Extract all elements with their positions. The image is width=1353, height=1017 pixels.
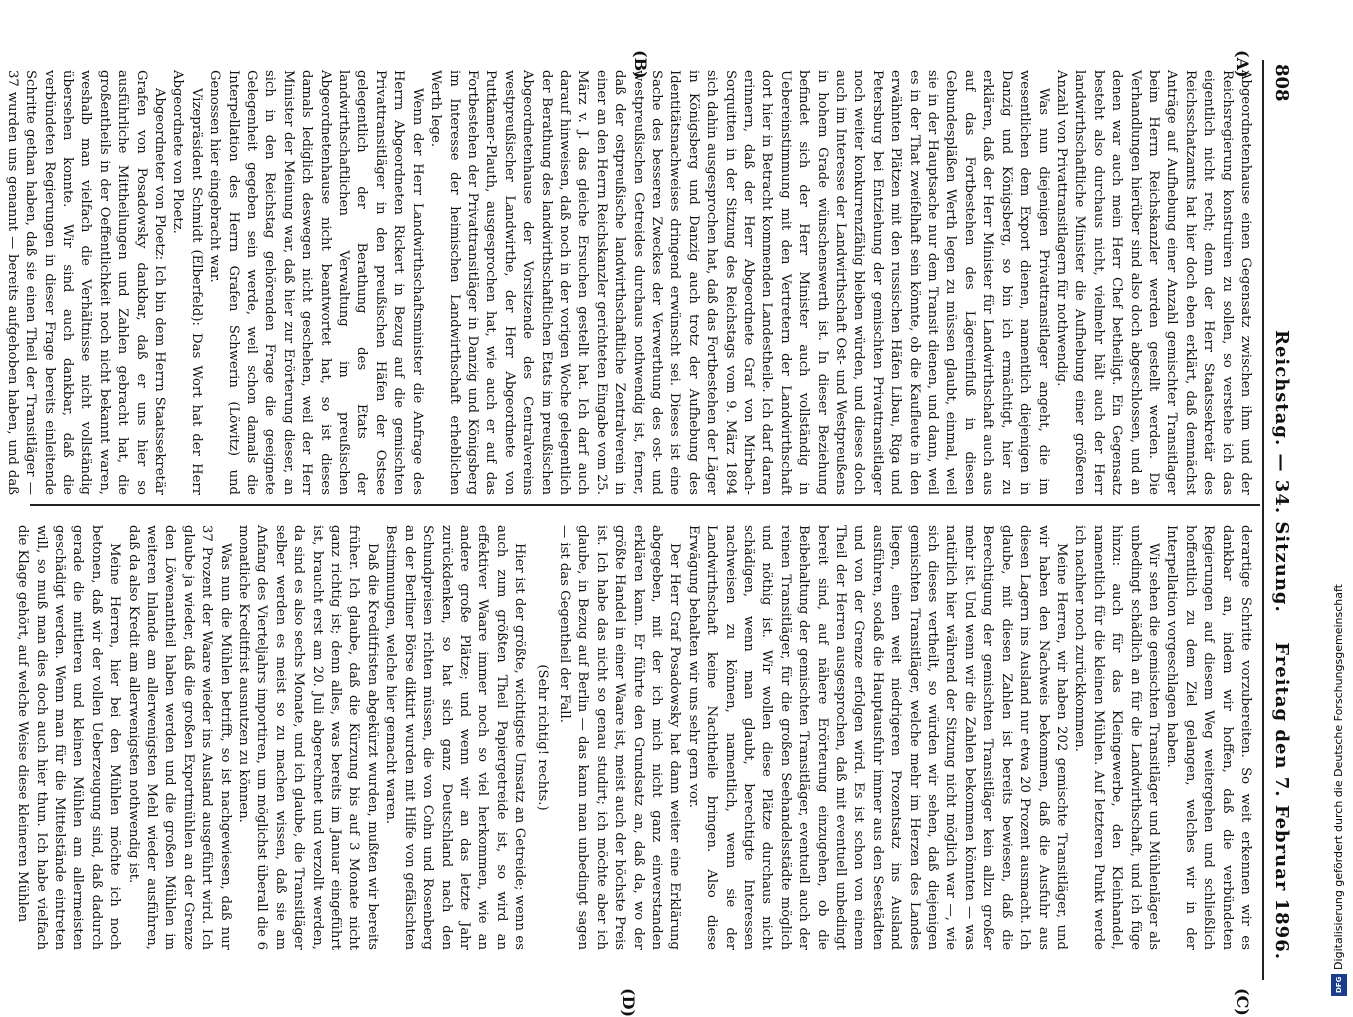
margin-mark-c: (C) (1233, 988, 1252, 1016)
paragraph: Daß die Kreditfristen abgekürzt wurden, mußten wir bereits früher. Ich glaube, daß die Kürzung bis auf 3 Monate nicht ganz richtig ist; denn alles, was bereits im Januar eingeführt ist, braucht erst am 20. Juli abgerechnet und verzollt werden, da sind es also sechs Monate, und ich glaube, die Transitläger selber werden es meist so zu machen wissen, daß sie am Anfang des Vierteljahrs importiren, um möglichst überall die 6 monatliche Kreditfrist ausnutzen zu können. (236, 525, 380, 950)
paragraph: Wir sehen die gemischten Transitläger und Mühlenläger als unbedingt schädlich an für die Landwirthschaft, und ich füge hinzu: auch für das Kleingewerbe, den Kleinhandel, namentlich für die kleinen Mühlen. Auf letzteren Punkt werde ich nachher noch zurückkommen. (1072, 525, 1161, 950)
paragraph: Hier ist der größte, wichtigste Umsatz an Getreide; wenn es auch zum größten Theil Papiergetreide ist, so wird an effektiver Waare immer noch so viel herkommen, wie an andere große Plätze; und wenn wir an das letzte Jahr zurückdenken, so hat sich ganz Deutschland nach den Schundpreisen richten müssen, die von Cohn und Rosenberg an der Berliner Börse diktirt wurden mit Hilfe von gefälschten Bestimmungen, welche hier gemacht waren. (383, 525, 528, 950)
paragraph: Der Herr Graf Posadowsky hat dann weiter eine Erklärung abgegeben, mit der ich mich nicht ganz einverstanden erklären kann. Er führte den Grundsatz an, daß da, wo der größte Handel in einer Waare ist, meist auch der höchste Preis ist. Ich habe das nicht so genau studirt; ich möchte aber ich glaube, in Bezug auf Berlin — das kann man unbedingt sagen — ist das Gegentheil der Fall. (556, 525, 683, 950)
margin-mark-d: (D) (619, 988, 638, 1017)
paragraph: Abgeordnetenhause einen Gegensatz zwischen ihm und der Reichsregierung konstruiren zu sollen, so verstehe ich das eigentlich nicht recht; denn der Herr Staatssekretär des Reichsschatzamts hat hier doch eben erklärt, daß demnächst Anträge auf Aufhebung einer Anzahl gemischter Transitlager beim Herrn Reichskanzler werden gestellt werden. Die Verhandlungen hierüber sind also doch abgeschlossen, und an denen war auch mein Herr Chef betheiligt. Ein Gegensatz besteht also durchaus nicht, vielmehr hält auch der Herr landwirthschaftliche Minister die Aufhebung einer größeren Anzahl von Privattransitlagern für nothwendig. (1053, 70, 1253, 495)
running-title: Reichstag. — 34. Sitzung. (1271, 330, 1292, 613)
paragraph: Meine Herren, wir haben 202 gemischte Transitläger, und wir haben den Nachweis bekommen, daß die Ausfuhr aus diesen Lagern ins Ausland nur etwa 20 Prozent ausmacht. Ich glaube, mit diesen Zahlen ist bereits bewiesen, daß die Berechtigung der gemischten Transitläger kein allzu großer mehr ist. Und wenn wir die Zahlen bekommen könnten — was natürlich hier während der Sitzung nicht möglich war —, wie sich dieses vertheilt, so würden wir sehen, daß diejenigen gemischten Transitläger, welche mehr im Herzen des Landes liegen, einen weit niedrigeren Prozentsatz ins Ausland ausführen, sodaß die Hauptausfuhr immer aus den Seestädten und von der Grenze erfolgen wird. Es ist schon von einem Theil der Herren ausgesprochen, daß mit eventuell unbedingt bereit sind, auf nähere Erörterung einzugehen, ob die Beibehaltung der gemischten Transitläger, eventuell auch der reinen Transitläger, für die großen Seehandelsstädte möglich und nöthig ist. Wir wollen diese Plätze durchaus nicht schädigen, wenn man glaubt, berechtigte Interessen nachweisen zu können, namentlich, wenn sie der Landwirthschaft keine Nachtheile bringen. Also diese Erwägung behalten wir uns sehr gern vor. (685, 525, 1069, 950)
paragraph: Wenn der Herr Landwirthschaftsminister die Anfrage des Herrn Abgeordneten Rickert in Bezug auf die gemischten Privattransitläger in den preußischen Häfen der Ostsee gelegentlich der Berathung des Etats der landwirthschaftlichen Verwaltung im preußischen Abgeordnetenhause nicht beantwortet hat, so ist dieses damals lediglich deswegen nicht geschehen, weil der Herr Minister der Meinung war, daß hier zur Erörterung dieser, an sich in den Reichstag gehörenden Frage die geeignete Gelegenheit gegeben sein werde, weil schon damals die Interpellation des Herrn Grafen Schwerin (Löwitz) und Genossen hier eingebracht war. (207, 70, 425, 495)
paragraph: Was nun die Mühlen betrifft, so ist nachgewiesen, daß nur 37 Prozent der Waare wieder ins Ausland ausgeführt wird. Ich glaube ja wieder, daß die großen Exportmühlen an der Grenze den Löwenantheil haben werden und die großen Mühlen im weiteren Inlande am allerwenigsten Mehl wieder ausführen, daß da also Kredit am allerwenigsten nothwendig ist. (125, 525, 233, 950)
paragraph: derartige Schritte vorzubereiten. So weit erkennen wir es dankbar an, indem wir hoffen, daß die verbündeten Regierungen auf diesem Weg weitergehen und schließlich hoffentlich zu dem Ziel gelangen, welches wir in der Interpellation vorgeschlagen haben. (1164, 525, 1253, 950)
digitization-credit (1326, 0, 1353, 1000)
right-column (15, 525, 1254, 950)
dfg-logo: DFG (1331, 974, 1347, 996)
margin-mark-a: (A) (1233, 50, 1252, 78)
page-header (1266, 0, 1300, 1000)
paragraph: Meine Herren, hier bei den Mühlen möchte ich noch betonen, daß wir der vollen Ueberzeugung sind, daß dadurch gerade die mittleren und kleinen Mühlen am allermeisten geschädigt werden. Wenn man für die Mittelstände eintreten will, so muß man dies doch auch hier thun. Ich habe vielfach die Klage gehört, auf welche Weise diese kleineren Mühlen (15, 525, 123, 950)
interjection: (Sehr richtig! rechts.) (534, 664, 550, 811)
margin-mark-b: (B) (631, 50, 650, 79)
page-number: 808 (1271, 64, 1292, 102)
paragraph: Was nun diejenigen Privattransitlager angeht, die im wesentlichen dem Export dienen, namentlich diejenigen in Danzig und Königsberg, so bin ich ermächtigt, hier zu erklären, daß der Herr Minister für Landwirthschaft auch aus auf das Fortbestehen des Lägereinfluß in diesen Gebundespläßen Werth legen zu müssen glaubt, einmal, weil sie in der Hauptsache nur dem Transit dienen, und dann, weil es in der That zweifelhaft sein könnte, ob die Kaufleute in den erwähnten Plätzen mit den russischen Häfen Libau, Riga und Petersburg bei Entziehung der gemischten Privattransitlager noch weiter konkurrenzfähig bleiben würden, und dieses doch auch im Interesse der Landwirthschaft Ost- und Westpreußens in hohem Grade wünschenswerth ist. In dieser Beziehung befindet sich der Herr Minister auch vollständig in Uebereinstimmung mit den Vertretern der Landwirthschaft dort hier in Betracht kommenden Landestheile. Ich darf daran erinnern, daß der Herr Abgeordnete Graf von Mirbach-Sorquitten in der Sitzung des Reichstags vom 9. März 1894 sich dahin ausgesprochen hat, daß das Fortbestehen der Läger in Königsberg und Danzig auch trotz der Aufhebung des Identitätsnachweises dringend erwünscht sei. Dieses ist eine Sache des besseren Zweckes der Verwerthung des ost- und westpreußischen Getreides durchaus nothwendig ist, ferner, daß der ostpreußische landwirthschaftliche Zentralverein in einer an den Herrn Reichskanzler gerichteten Eingabe vom 25. März v. J. das gleiche Ersuchen gestellt hat. Ich darf auch darauf hinweisen, daß noch in der vorigen Woche gelegentlich der Berathung des landwirthschaftlichen Etats im preußischen Abgeordnetenhause der Vorsitzende des Centralvereins westpreußischer Landwirthe, der Herr Abgeordnete von Puttkamer-Plauth, ausgesprochen hat, wie auch er auf das Fortbestehen der Privattransitläger in Danzig und Königsberg im Interesse der heimischen Landwirthschaft erheblichen Werth lege. (428, 70, 1051, 495)
credit-text: Digitalisierung gefördert durch die Deutsche Forschungsgemeinschaft (1332, 584, 1345, 970)
left-column (4, 70, 1254, 495)
speaker-paragraph: Abgeordneter von Ploetz: Ich bin dem Herrn Staatssekretär Grafen von Posadowsky dankbar, daß er uns hier so ausführliche Mittheilungen und Zahlen gebracht hat, die großentheils in der Oeffentlichkeit noch nicht bekannt waren, weshalb man vielfach die Verhältnisse nicht vollständig übersehen konnte. Wir sind auch dankbar, daß die verbündeten Regierungen in dieser Frage bereits einleitende Schritte gethan haben, daß sie einen Theil der Transitläger — 37 wurden uns genannt — bereits aufgehoben haben, und daß (4, 70, 168, 495)
header-rule (1262, 60, 1264, 980)
column-divider (30, 504, 1260, 506)
running-date: Freitag den 7. Februar 1896. (1271, 642, 1292, 960)
speaker-paragraph: Vizepräsident Schmidt (Elberfeld): Das Wort hat der Herr Abgeordnete von Ploetz. (170, 70, 204, 495)
